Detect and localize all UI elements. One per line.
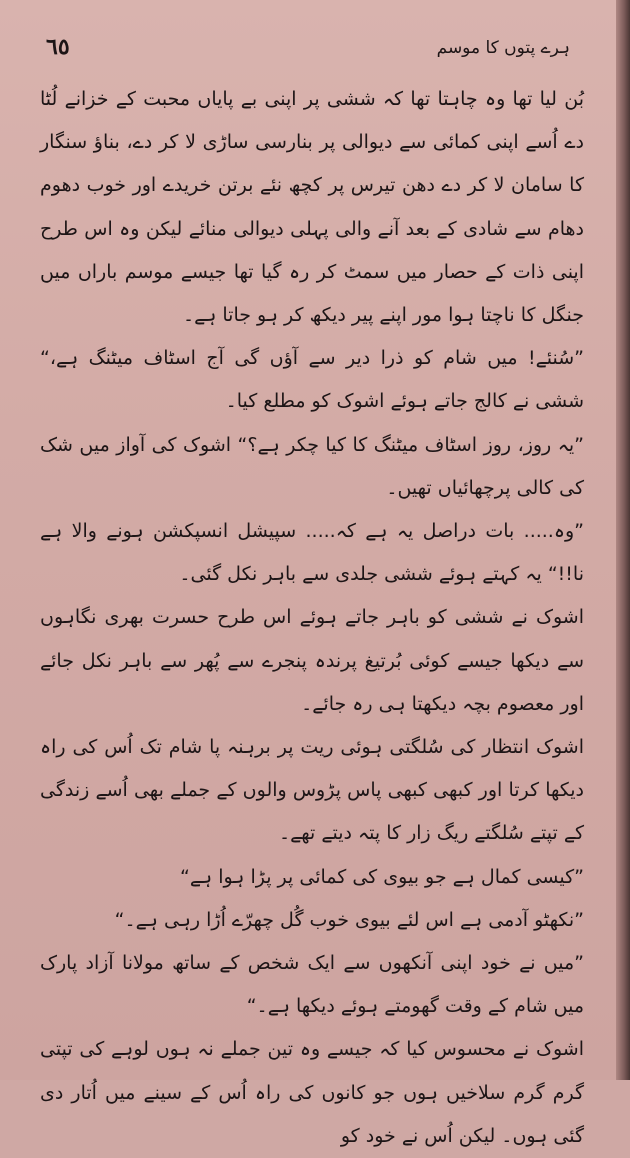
paragraph: ”یہ روز، روز اسٹاف میٹنگ کا کیا چکر ہے؟“ اشوک کی آواز میں شک کی کالی پرچھائیاں تھیں۔	[40, 433, 584, 499]
paragraph: اشوک انتظار کی سُلگتی ہوئی ریت پر برہنہ پا شام تک اُس کی راہ دیکھا کرتا اور کبھی کبھی پاس پڑوس والوں کے جملے بھی اُسے زندگی کے تپتے سُلگتے ریگ زار کا پتہ دیتے تھے۔	[40, 736, 584, 845]
body-text	[40, 78, 584, 1158]
page-number: ٦٥	[46, 34, 70, 60]
page-edge-shadow	[616, 0, 630, 1080]
paragraph: اشوک نے ششی کو باہر جاتے ہوئے اس طرح حسرت بھری نگاہوں سے دیکھا جیسے کوئی بُرتیغ پرندہ پنجرے سے پُھر سے باہر نکل جائے اور معصوم بچہ دیکھتا ہی رہ جائے۔	[40, 606, 584, 715]
paragraph: ”سُنئے! میں شام کو ذرا دیر سے آؤں گی آج اسٹاف میٹنگ ہے،“ ششی نے کالج جاتے ہوئے اشوک کو مطلع کیا۔	[40, 347, 584, 413]
paragraph: اشوک نے محسوس کیا کہ جیسے وہ تین جملے نہ ہوں لوہے کی تپتی گرم گرم سلاخیں ہوں جو کانوں کی راہ اُس کے سینے میں اُتار دی گئی ہوں۔ لیکن اُس نے خود کو	[40, 1038, 584, 1147]
page-header	[46, 30, 570, 64]
paragraph: ”نکھٹو آدمی ہے اس لئے بیوی خوب گُل چھرّے اُڑا رہی ہے۔“	[114, 908, 584, 931]
paragraph: ”میں نے خود اپنی آنکھوں سے ایک شخص کے ساتھ مولانا آزاد پارک میں شام کے وقت گھومتے ہوئے دیکھا ہے۔“	[40, 952, 584, 1018]
paragraph: ”کیسی کمال ہے جو بیوی کی کمائی پر پڑا ہوا ہے“	[180, 865, 584, 888]
running-title: ہرے پتوں کا موسم	[436, 37, 570, 58]
paragraph: ”وہ..... بات دراصل یہ ہے کہ..... سپیشل انسپکشن ہونے والا ہے نا!!“ یہ کہتے ہوئے ششی جلدی سے باہر نکل گئی۔	[40, 520, 584, 586]
paragraph: بُن لیا تھا وہ چاہتا تھا کہ ششی پر اپنی بے پایاں محبت کے خزانے لُٹا دے اُسے اپنی کمائی سے دیوالی پر بنارسی ساڑی لا کر دے، بناؤ سنگار کا سامان لا کر دے دھن تیرس پر کچھ نئے برتن خریدے اور خوب دھوم دھام سے شادی کے بعد آنے والی پہلی دیوالی منائے لیکن وہ اس طرح اپنی ذات کے حصار میں سمٹ کر رہ گیا تھا جیسے موسم باراں میں جنگل کا ناچتا ہوا مور اپنے پیر دیکھ کر ہو جاتا ہے۔	[40, 88, 584, 327]
